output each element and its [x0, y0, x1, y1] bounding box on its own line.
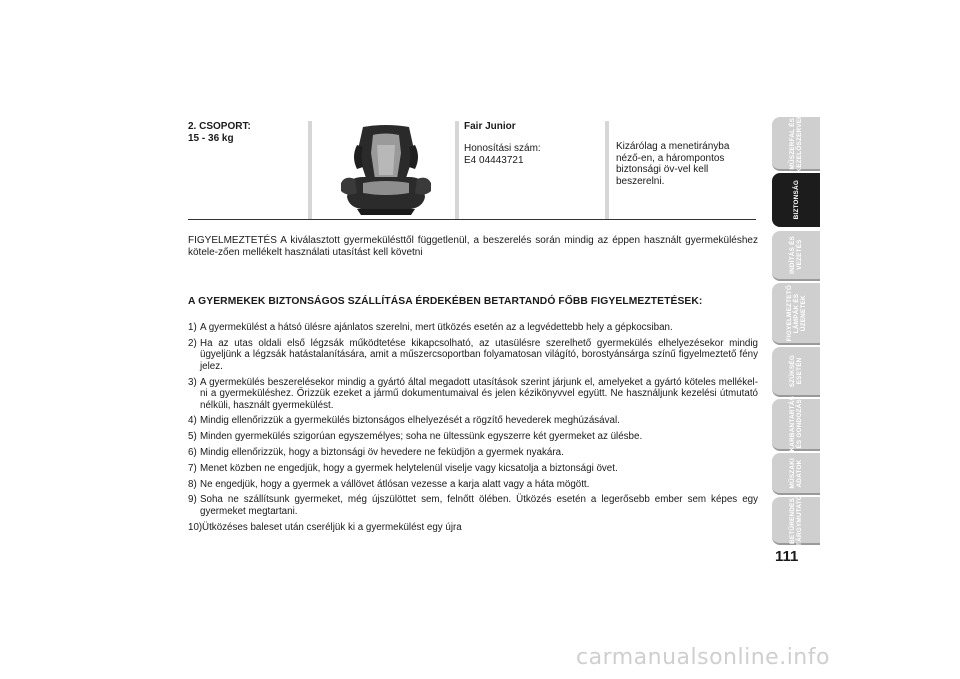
list-item: 5) Minden gyermekülés szigorúan egyszemélyes; soha ne ültessünk egyszerre két gyermeket az ülésbe. — [188, 431, 643, 443]
group-weight: 15 - 36 kg — [188, 133, 234, 144]
list-item: 10) Ütközéses baleset után cseréljük ki a gyermekülést egy újra — [188, 521, 462, 533]
list-item: 8) Ne engedjük, hogy a gyermek a vállövet átlósan vezesse a karja alatt vagy a háta mögött. — [188, 478, 590, 490]
list-item: 4) Mindig ellenőrizzük a gyermekülés biztonságos elhelyezését a rögzítő hevederek meghúzásával. — [188, 415, 620, 427]
approval-info — [464, 143, 541, 167]
tab-technical-data[interactable] — [772, 453, 820, 495]
list-item: 3) A gyermekülés beszerelésekor mindig a gyártó által megadott utasítások szerint járjunk el, amelyeket a gyártó köteles mellékel-ni a gyermeküléshez. Őrizzük ezeket a jármű dokumentumaival és jelen kézikönyvvel együtt. Ne használjunk kezelési útmutató nélküli, használt gyermekülést. — [188, 376, 758, 411]
group-title: 2. CSOPORT: — [188, 121, 251, 132]
tab-warning-lights[interactable] — [772, 283, 820, 345]
tab-instrument-panel[interactable] — [772, 113, 820, 173]
tab-label: INDÍTÁS ÉS VEZETÉS — [789, 236, 803, 274]
list-item: 7) Menet közben ne engedjük, hogy a gyermek helytelenül viselje vagy kicsatolja a biztonsági övet. — [188, 462, 618, 474]
tab-label: BETŰRENDES TÁRGYMUTATÓ — [789, 494, 803, 546]
seat-model-name: Fair Junior — [464, 121, 516, 132]
tab-safety[interactable] — [772, 173, 820, 227]
group-label — [188, 121, 251, 145]
page-number: 111 — [775, 548, 799, 565]
child-seat-icon — [333, 123, 439, 218]
column-divider — [455, 121, 459, 219]
approval-label: Honosítási szám: — [464, 143, 541, 154]
warning-paragraph: FIGYELMEZTETÉS A kiválasztott gyermekülésttől függetlenül, a beszerelés során mindig az éppen használt gyermeküléshez kötele-zően mellékelt használati utasítást kell követni — [188, 235, 758, 258]
table-bottom-rule — [188, 219, 756, 220]
tab-label: SZÜKSÉG ESETÉN — [789, 354, 803, 388]
tab-label: BIZTONSÁG — [792, 180, 800, 220]
tab-starting-driving[interactable] — [772, 231, 820, 281]
watermark: carmanualsonline.info — [576, 645, 830, 670]
column-divider — [605, 121, 609, 219]
tab-label: MŰSZAKI ADATOK — [789, 457, 803, 489]
child-seat-image — [333, 123, 439, 218]
list-item: 9) Soha ne szállítsunk gyermeket, még újszülöttet sem, felnőtt ölében. Ütközés esetén a legerősebb ember sem képes egy gyermeket megtartani. — [188, 494, 758, 517]
list-item: 1) A gyermekülést a hátsó ülésre ajánlatos szerelni, mert ütközés esetén az a legvédettebb hely a gépkocsiban. — [188, 322, 673, 333]
tab-maintenance[interactable] — [772, 396, 820, 452]
tab-emergency[interactable] — [772, 347, 820, 397]
tab-index[interactable] — [772, 494, 820, 546]
tab-label: FIGYELMEZTETŐ LÁMPÁK ÉS ÜZENETEK — [785, 284, 807, 342]
list-item: 6) Mindig ellenőrizzük, hogy a biztonsági öv hevedere ne feküdjön a gyermek nyakára. — [188, 446, 564, 458]
installation-note: Kizárólag a menetirányba néző-en, a hárompontos biztonsági öv-vel kell beszerelni. — [616, 141, 730, 187]
tab-label: KARBANTARTÁS ÉS GONDOZÁS — [789, 396, 803, 452]
list-item: 2) Ha az utas oldali első légzsák működtetése kikapcsolható, az utasülésre szerelhető gyermekülés elhelyezésekor mindig ügyeljünk a légzsák hatástalanítására, amit a műszercsoportban folyamatosan világító, borostyánsárga színű figyelmeztető fény jelez. — [188, 337, 758, 372]
approval-number: E4 04443721 — [464, 155, 524, 166]
warning-list — [188, 322, 758, 537]
section-heading: A GYERMEKEK BIZTONSÁGOS SZÁLLÍTÁSA ÉRDEKÉBEN BETARTANDÓ FŐBB FIGYELMEZTETÉSEK: — [188, 296, 703, 307]
column-divider — [308, 121, 312, 219]
tab-label: MŰSZERFAL ÉS KEZELŐSZERVEK — [789, 113, 803, 173]
